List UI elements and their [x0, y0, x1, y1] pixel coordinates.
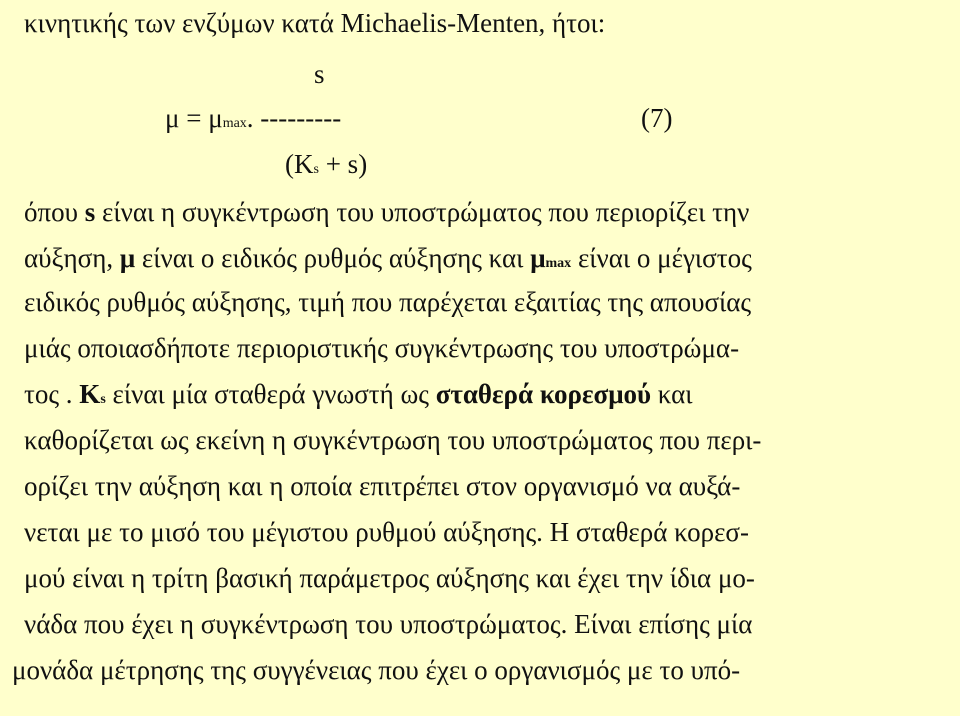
symbol-Ks: Ks [79, 379, 106, 409]
equation-fraction-bar: . --------- [246, 103, 342, 133]
line4-c: είναι ο μέγιστος [577, 243, 752, 273]
line7-a: τος . [24, 379, 73, 409]
term-saturation-constant: σταθερά κορεσμού [435, 379, 652, 409]
text-line-7 [24, 377, 693, 417]
line3-rest: είναι η συγκέντρωση του υποστρώματος που περιορίζει την [102, 197, 750, 227]
text-line-5: ειδικός ρυθμός αύξησης, τιμή που παρέχεται εξαιτίας της απουσίας [24, 287, 752, 317]
symbol-s-bold: s [84, 197, 96, 227]
text-line-12: νάδα που έχει η συγκέντρωση του υποστρώματος. Είναι επίσης μία [24, 609, 753, 639]
symbol-mu: μ [119, 243, 136, 273]
equation-lhs: μ = μ [165, 103, 223, 133]
equation-number: (7) [641, 103, 673, 133]
line7-c: και [657, 379, 693, 409]
text-line-4 [24, 241, 752, 281]
text-line-8: καθορίζεται ως εκείνη η συγκέντρωση του υποστρώματος που περι- [24, 425, 762, 455]
text-line-13: μονάδα μέτρησης της συγγένειας που έχει ο οργανισμός με το υπό- [12, 655, 741, 685]
line4-b: είναι ο ειδικός ρυθμός αύξησης και [141, 243, 524, 273]
text-line-9: ορίζει την αύξηση και η οποία επιτρέπει στον οργανισμό να αυξά- [24, 471, 741, 501]
equation-denominator: (Ks + s) [285, 149, 368, 179]
text-line-11: μού είναι η τρίτη βασική παράμετρος αύξησης και έχει την ίδια μο- [24, 563, 755, 593]
line3-text: όπου s είναι η συγκέντρωση του υποστρώματος που περιορίζει την [24, 197, 750, 227]
text-line-10: νεται με το μισό του μέγιστου ρυθμού αύξησης. Η σταθερά κορεσ- [24, 517, 749, 547]
line7-b: είναι μία σταθερά γνωστή ως [112, 379, 429, 409]
equation-numerator: s [314, 59, 325, 89]
symbol-mu-max: μmax [530, 243, 572, 273]
text-line-6: μιάς οποιασδήποτε περιοριστικής συγκέντρωσης του υποστρώμα- [24, 333, 740, 363]
text-line-1: κινητικής των ενζύμων κατά Michaelis-Menten, ήτοι: [24, 8, 606, 38]
equation-lhs-subscript: max [222, 116, 247, 131]
text-line-3 [24, 195, 749, 229]
equation-main [165, 101, 341, 141]
line4-a: αύξηση, [24, 243, 114, 273]
